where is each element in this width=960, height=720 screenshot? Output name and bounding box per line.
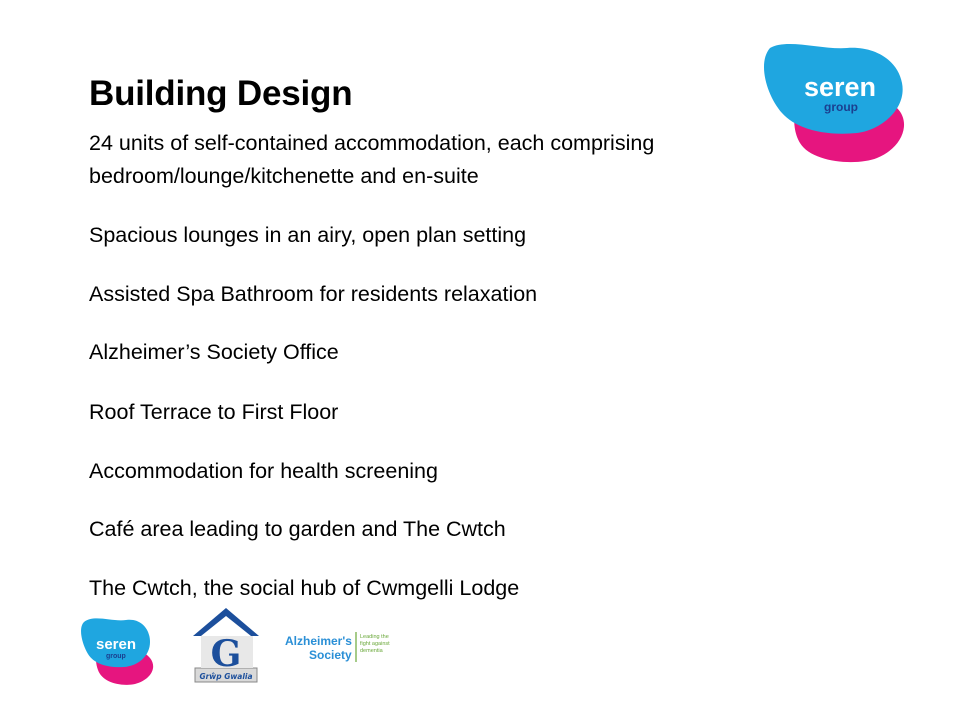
- alz-tagline-1: Leading the: [360, 634, 389, 640]
- bullet-alzheimers-office: Alzheimer’s Society Office: [89, 340, 339, 364]
- bullet-roof-terrace: Roof Terrace to First Floor: [89, 400, 339, 424]
- bullet-spa-bathroom: Assisted Spa Bathroom for residents relaxation: [89, 282, 538, 306]
- bullet-cafe-area: Café area leading to garden and The Cwtch: [89, 517, 506, 541]
- grwp-gwalia-logo: [189, 606, 263, 684]
- alz-name-line2: Society: [309, 648, 352, 662]
- bullet-cwtch-hub: The Cwtch, the social hub of Cwmgelli Lodge: [89, 576, 520, 600]
- bullet-health-screening: Accommodation for health screening: [89, 459, 438, 483]
- alz-tagline-2: fight against: [360, 641, 390, 647]
- gwalia-g-letter: G: [210, 633, 242, 675]
- seren-word: seren: [804, 72, 877, 102]
- alz-tagline-3: dementia: [360, 648, 383, 654]
- alzheimers-society-logo: [283, 628, 397, 668]
- gwalia-roof: [193, 608, 259, 636]
- bullet-line: bedroom/lounge/kitchenette and en-suite: [89, 164, 479, 188]
- gwalia-caption: Grŵp Gwalia: [199, 672, 253, 681]
- bullet-lounges: Spacious lounges in an airy, open plan setting: [89, 223, 527, 247]
- group-word: group: [824, 100, 858, 114]
- slide-title: Building Design: [89, 74, 353, 113]
- seren-group-small-logo: [80, 614, 156, 686]
- bullet-line: 24 units of self-contained accommodation, each comprising: [89, 131, 655, 155]
- seren-small-word: seren: [96, 636, 137, 653]
- alz-name-line1: Alzheimer's: [285, 634, 352, 648]
- bullet-accommodation-units: [89, 127, 654, 193]
- group-small-word: group: [106, 653, 126, 660]
- seren-group-logo: [762, 38, 912, 168]
